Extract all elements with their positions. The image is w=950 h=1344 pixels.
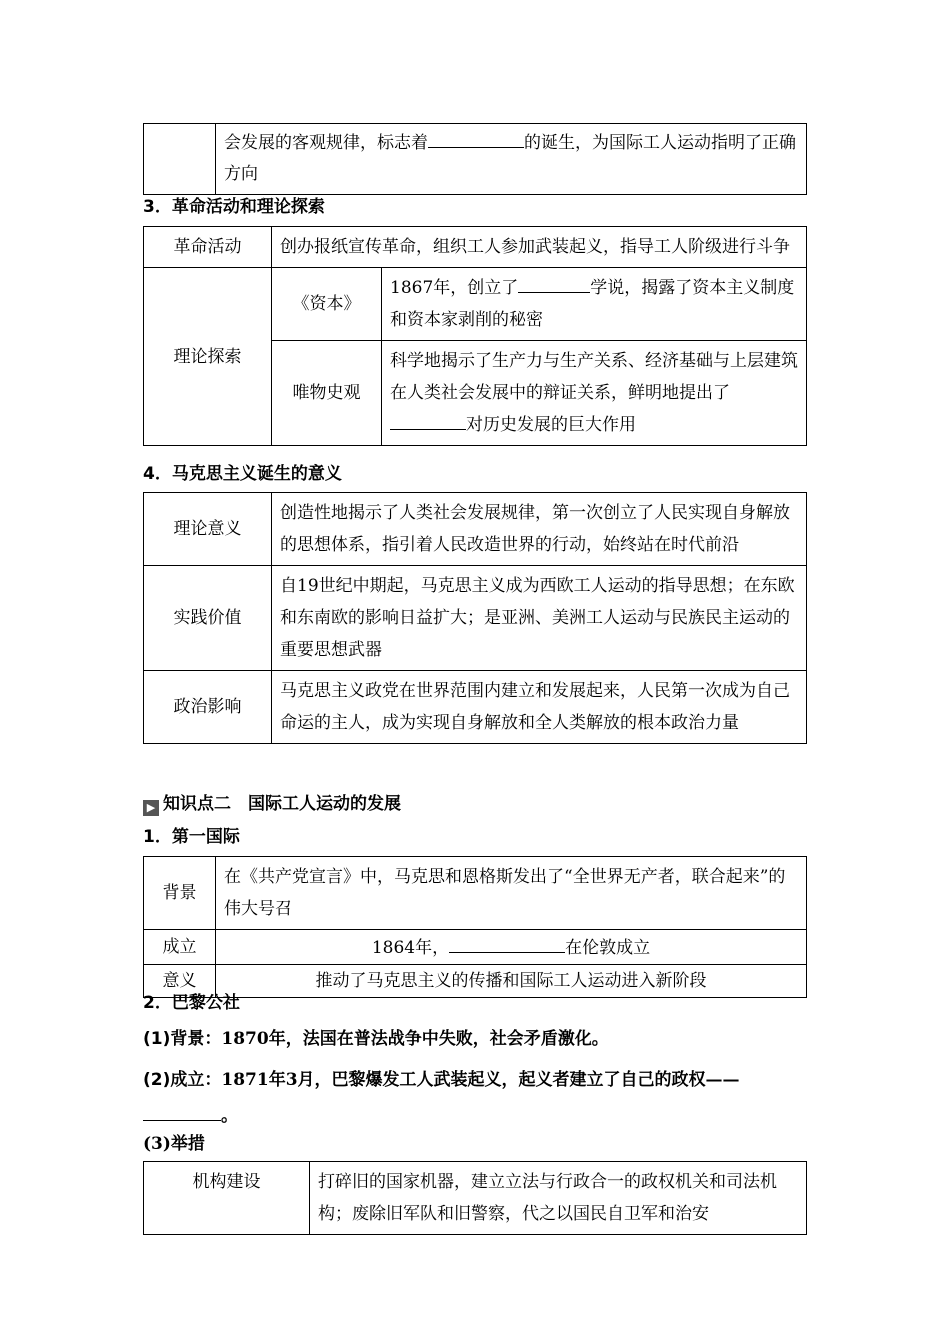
row-label: 意义 (144, 965, 216, 998)
section-heading: 1．第一国际 (143, 827, 240, 847)
fill-blank (143, 1102, 221, 1121)
table-first-international (143, 856, 807, 998)
empty-cell (144, 124, 216, 195)
fill-blank (518, 274, 590, 293)
row-label: 理论探索 (144, 268, 272, 446)
table-cell: 推动了马克思主义的传播和国际工人运动进入新阶段 (216, 965, 807, 998)
row-label: 唯物史观 (272, 341, 382, 446)
table-cell: 创办报纸宣传革命，组织工人参加武装起义，指导工人阶级进行斗争 (272, 227, 807, 268)
table-cell: 1864年， 在伦敦成立 (216, 930, 807, 965)
row-label: 革命活动 (144, 227, 272, 268)
table-continuation (143, 123, 807, 195)
section-heading: 2．巴黎公社 (143, 993, 240, 1013)
play-triangle-icon: ▶ (143, 800, 159, 816)
section-heading: 4．马克思主义诞生的意义 (143, 464, 342, 484)
row-label: 机构建设 (144, 1162, 310, 1235)
knowledge-heading: ▶ 知识点二 国际工人运动的发展 (143, 792, 401, 816)
row-label: 《资本》 (272, 268, 382, 341)
section-heading: 3．革命活动和理论探索 (143, 197, 325, 217)
fill-blank (428, 129, 524, 148)
fill-blank (390, 411, 466, 430)
paragraph-establishment: (2)成立：1871年3月，巴黎爆发工人武装起义，起义者建立了自己的政权—— 。 (143, 1070, 740, 1126)
table-cell: 1867年，创立了 学说，揭露了资本主义制度和资本家剥削的秘密 (382, 268, 807, 341)
table-cell: 打碎旧的国家机器，建立立法与行政合一的政权机关和司法机构；废除旧军队和旧警察，代之以国民自卫军和治安 (310, 1162, 807, 1235)
paragraph-background: (1)背景：1870年，法国在普法战争中失败，社会矛盾激化。 (143, 1029, 609, 1049)
table-cell: 自19世纪中期起，马克思主义成为西欧工人运动的指导思想；在东欧和东南欧的影响日益扩大；是亚洲、美洲工人运动与民族民主运动的重要思想武器 (272, 566, 807, 671)
table-revolution-theory (143, 226, 807, 446)
row-label: 成立 (144, 930, 216, 965)
row-label: 理论意义 (144, 493, 272, 566)
table-cell: 马克思主义政党在世界范围内建立和发展起来，人民第一次成为自己命运的主人，成为实现自身解放和全人类解放的根本政治力量 (272, 671, 807, 744)
table-measures (143, 1161, 807, 1235)
row-label: 政治影响 (144, 671, 272, 744)
table-significance (143, 492, 807, 744)
table-cell: 创造性地揭示了人类社会发展规律，第一次创立了人民实现自身解放的思想体系，指引着人民改造世界的行动，始终站在时代前沿 (272, 493, 807, 566)
paragraph-measures: (3)举措 (143, 1134, 205, 1154)
table-cell: 在《共产党宣言》中，马克思和恩格斯发出了“全世界无产者，联合起来”的伟大号召 (216, 857, 807, 930)
fill-blank (449, 934, 565, 953)
table-cell: 科学地揭示了生产力与生产关系、经济基础与上层建筑在人类社会发展中的辩证关系，鲜明地提出了对历史发展的巨大作用 (382, 341, 807, 446)
table-cell: 会发展的客观规律，标志着 的诞生，为国际工人运动指明了正确方向 (216, 124, 807, 195)
row-label: 背景 (144, 857, 216, 930)
row-label: 实践价值 (144, 566, 272, 671)
